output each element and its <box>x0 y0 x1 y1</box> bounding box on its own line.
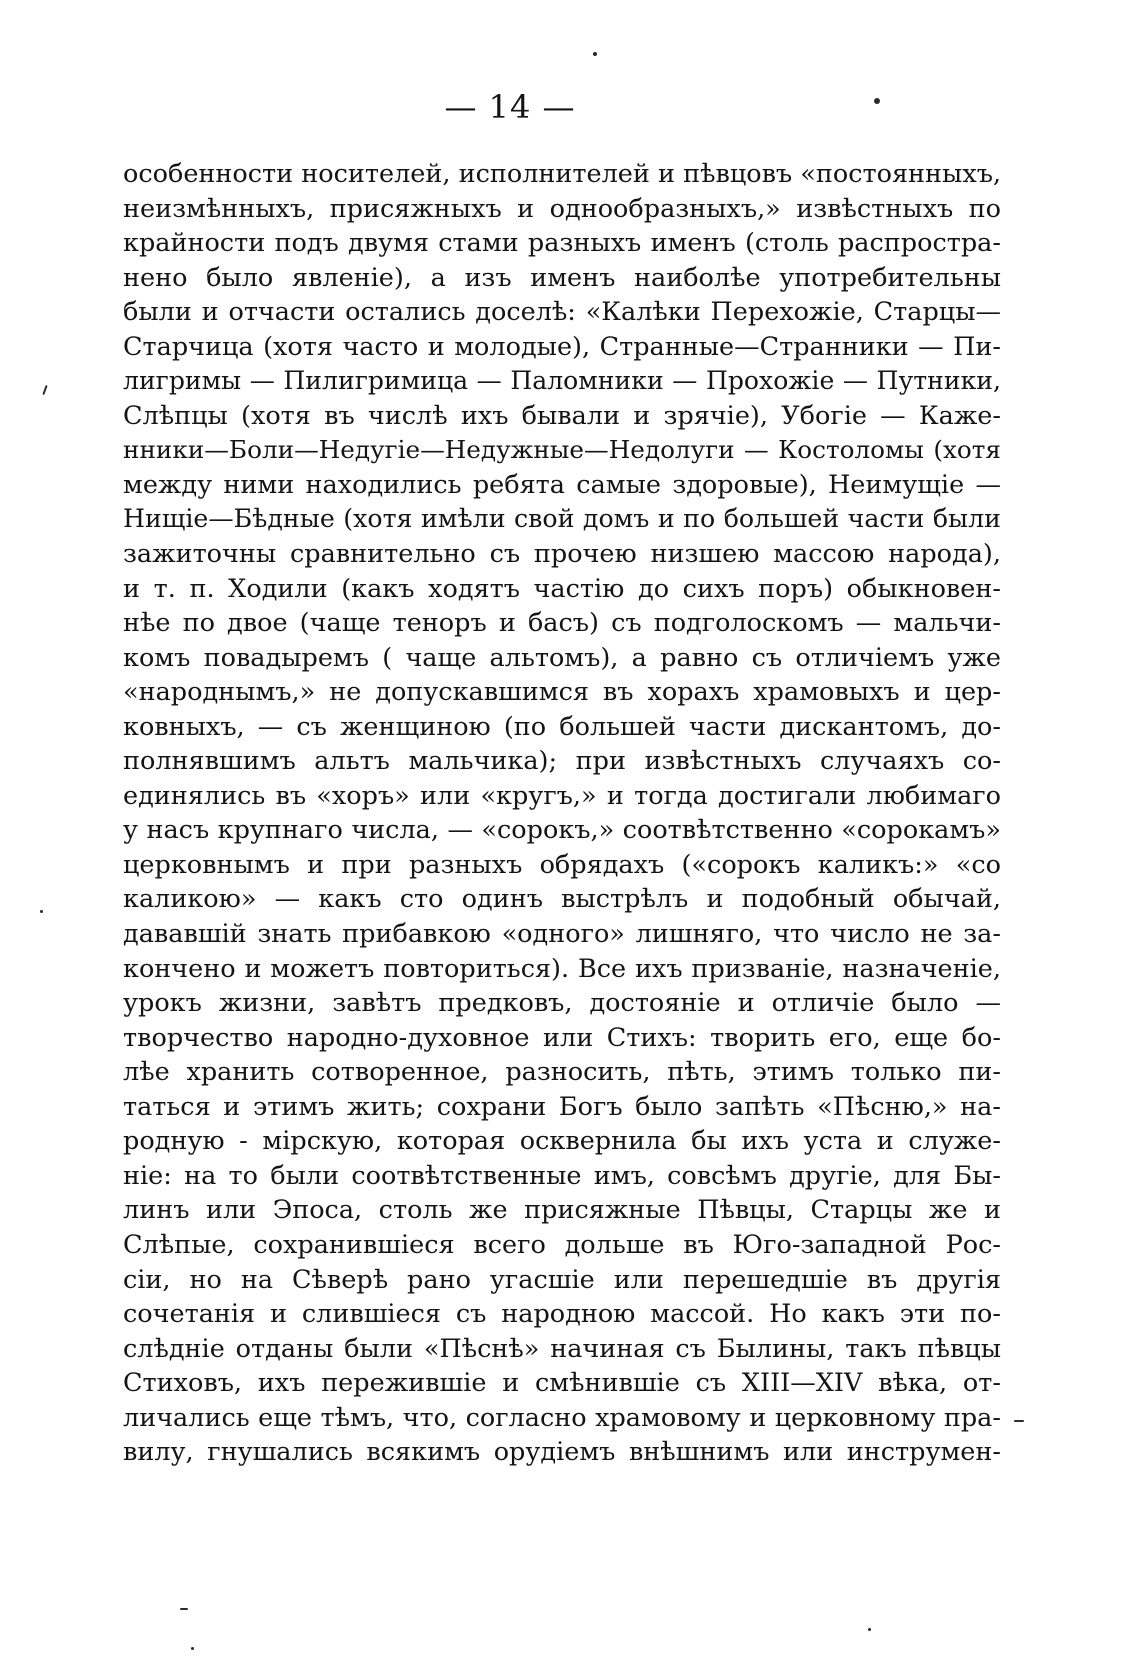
scan-speck <box>868 1628 871 1631</box>
scan-speck <box>593 52 597 56</box>
text-line: лѣе хранить сотворенное, разносить, пѣть, этимъ только пи- <box>123 1057 1001 1088</box>
text-line: у насъ крупнаго числа, — «сорокъ,» соотвѣтственно «сорокамъ» <box>123 815 1001 846</box>
text-line: зажиточны сравнительно съ прочею низшею массою народа), <box>123 539 1001 570</box>
text-line: сочетанія и слившіеся съ народною массой. Но какъ эти по- <box>123 1299 1001 1330</box>
text-line: лигримы — Пилигримица — Паломники — Прохожіе — Путники, <box>123 366 1001 396</box>
text-line: комъ повадыремъ ( чаще альтомъ), а равно съ отличіемъ уже <box>123 642 1001 673</box>
scan-speck <box>40 910 43 913</box>
body-text <box>123 157 1001 1470</box>
text-line: личались еще тѣмъ, что, согласно храмовому и церковному пра- <box>123 1402 1001 1433</box>
text-line: Слѣпцы (хотя въ числѣ ихъ бывали и зрячіе), Убогіе — Каже- <box>123 400 1001 431</box>
text-line: дававшій знать прибавкою «одного» лишняго, что число не за- <box>123 919 1001 950</box>
text-line: каликою» — какъ сто одинъ выстрѣлъ и подобный обычай, <box>123 884 1001 915</box>
text-line: Нищіе—Бѣдные (хотя имѣли свой домъ и по большей части были <box>123 504 1001 534</box>
text-line: особенности носителей, исполнителей и пѣвцовъ «постоянныхъ, <box>123 159 1001 189</box>
scan-speck <box>180 1608 188 1610</box>
text-line: единялись въ «хоръ» или «кругъ,» и тогда достигали любимаго <box>123 780 1001 811</box>
text-line: церковнымъ и при разныхъ обрядахъ («сорокъ каликъ:» «со <box>123 849 1001 880</box>
text-line: таться и этимъ жить; сохрани Богъ было запѣть «Пѣсню,» на- <box>123 1091 1001 1122</box>
text-line: неизмѣнныхъ, присяжныхъ и однообразныхъ,» извѣстныхъ по <box>123 193 1001 224</box>
scan-speck <box>42 385 47 395</box>
text-line: сіи, но на Сѣверѣ рано угасшіе или перешедшіе въ другія <box>123 1264 1001 1295</box>
scan-speck <box>191 1647 194 1650</box>
text-line: Стиховъ, ихъ пережившіе и смѣнившіе съ XIII—XIV вѣка, от- <box>123 1368 1001 1399</box>
text-line: линъ или Эпоса, столь же присяжные Пѣвцы, Старцы же и <box>123 1195 1001 1226</box>
scan-speck <box>1014 1420 1024 1422</box>
text-line: нники—Боли—Недугіе—Недужные—Недолуги — Костоломы (хотя <box>123 435 1001 465</box>
text-line: полнявшимъ альтъ мальчика); при извѣстныхъ случаяхъ со- <box>123 746 1001 777</box>
text-line: родную - мірскую, которая осквернила бы ихъ уста и служе- <box>123 1126 1001 1157</box>
text-line: нѣе по двое (чаще теноръ и басъ) съ подголоскомъ — мальчи- <box>123 608 1001 639</box>
text-line: слѣдніе отданы были «Пѣснѣ» начиная съ Былины, такъ пѣвцы <box>123 1333 1001 1364</box>
text-line: урокъ жизни, завѣтъ предковъ, достояніе и отличіе было — <box>123 988 1001 1019</box>
text-line: крайности подъ двумя стами разныхъ именъ (столь распростра- <box>123 228 1001 259</box>
text-line: «народнымъ,» не допускавшимся въ хорахъ храмовыхъ и цер- <box>123 677 1001 708</box>
page-number: — 14 — <box>444 88 576 126</box>
text-line: были и отчасти остались доселѣ: «Калѣки Перехожіе, Старцы— <box>123 297 1001 328</box>
text-line: ніе: на то были соотвѣтственные имъ, совсѣмъ другіе, для Бы- <box>123 1160 1001 1191</box>
text-line: Старчица (хотя часто и молодые), Странные—Странники — Пи- <box>123 331 1001 362</box>
text-line: творчество народно-духовное или Стихъ: творить его, еще бо- <box>123 1022 1001 1053</box>
text-line: вилу, гнушались всякимъ орудіемъ внѣшнимъ или инструмен- <box>123 1437 1001 1468</box>
text-line: ковныхъ, — съ женщиною (по большей части дискантомъ, до- <box>123 711 1001 742</box>
text-line: и т. п. Ходили (какъ ходятъ частію до сихъ поръ) обыкновен- <box>123 573 1001 604</box>
text-line: Слѣпые, сохранившіеся всего дольше въ Юго-западной Рос- <box>123 1229 1001 1260</box>
scan-speck <box>874 98 880 104</box>
text-line: между ними находились ребята самые здоровые), Неимущіе — <box>123 469 1001 500</box>
text-line: кончено и можетъ повториться). Все ихъ призваніе, назначеніе, <box>123 953 1001 984</box>
text-line: нено было явленіе), а изъ именъ наиболѣе употребительны <box>123 262 1001 293</box>
